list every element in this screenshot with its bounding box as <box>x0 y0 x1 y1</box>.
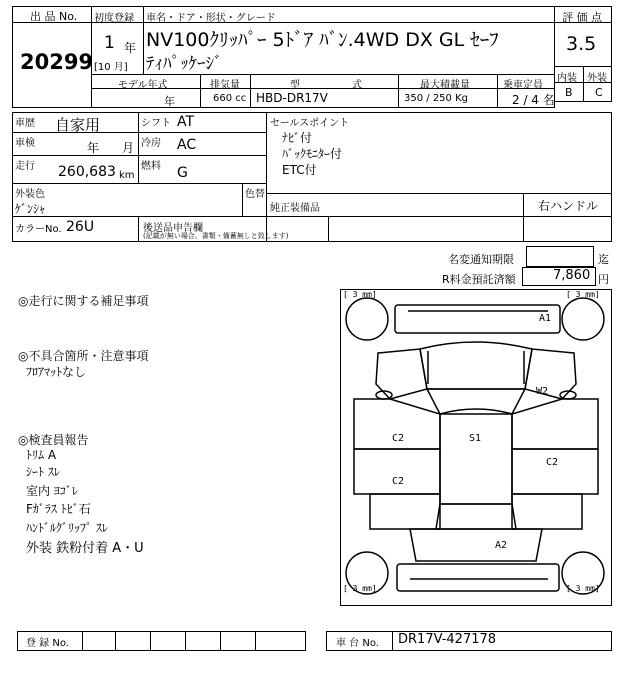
fuel-value: G <box>177 165 188 181</box>
inspector-item: Fｶﾞﾗｽ ﾄﾋﾞ石 <box>26 502 91 516</box>
handle-value: 右ハンドル <box>538 199 599 213</box>
ac-label: 冷房 <box>141 138 161 149</box>
car-name-label: 車名・ドア・形状・グレード <box>146 13 276 24</box>
damage-code-left-rear-door: C2 <box>392 476 405 487</box>
title-change-label: 名変通知期限 <box>448 253 514 266</box>
title-change-unit: 迄 <box>598 253 609 266</box>
defects-title: ◎不具合箇所・注意事項 <box>18 349 149 363</box>
fuel-label: 燃料 <box>141 161 161 172</box>
aftermarket-label: 後送品申告欄 <box>143 223 203 234</box>
model-year-label: モデル年式 <box>118 80 168 91</box>
displacement-label: 排気量 <box>210 80 240 91</box>
model-year-unit: 年 <box>164 95 175 108</box>
mileage-value: 260,683 <box>58 164 116 180</box>
aftermarket-note: (記載が無い場合、書類・備蓄無しと致します) <box>143 232 289 240</box>
damage-code-left-front-door: C2 <box>392 433 405 444</box>
grade-label: 評 価 点 <box>562 11 602 24</box>
shift-label: シフト <box>141 118 171 129</box>
color-value: ｹﾞﾝｼｬ <box>15 202 46 216</box>
color-change-label: 色替 <box>245 189 265 200</box>
first-reg-month: [10 月] <box>94 62 128 73</box>
tire-label-rl: [ 3 mm] <box>343 584 377 593</box>
inspector-item: ﾊﾝﾄﾞﾙｸﾞﾘｯﾌﾟ ｽﾚ <box>26 521 108 535</box>
displacement-value: 660 cc <box>213 93 247 104</box>
recycle-value: 7,860 <box>553 268 591 283</box>
shift-value: AT <box>177 114 195 130</box>
tire-label-fr: [ 3 mm] <box>566 290 600 299</box>
car-diagram <box>340 289 612 606</box>
lot-label: 出 品 No. <box>30 10 78 23</box>
inspector-item: ﾄﾘﾑ A <box>26 448 57 462</box>
driving-notes-title: ◎走行に関する補足事項 <box>18 294 149 308</box>
damage-code-right-front-fender: W2 <box>536 386 549 397</box>
inspector-item: 室内 ﾖｺﾞﾚ <box>26 484 78 498</box>
history-label: 車歴 <box>15 118 35 129</box>
mileage-label: 走行 <box>15 161 35 172</box>
ac-value: AC <box>177 137 197 153</box>
capacity-value: 2 / 4 名 <box>512 93 555 107</box>
first-reg-label: 初度登録 <box>94 13 134 24</box>
max-load-label: 最大積載量 <box>420 80 470 91</box>
history-value: 自家用 <box>55 116 101 134</box>
sales-point-item: ﾊﾞｯｸﾓﾆﾀｰ付 <box>282 147 343 161</box>
max-load-value: 350 / 250 Kg <box>404 93 468 104</box>
interior-label: 内装 <box>557 73 577 84</box>
damage-code-roof: S1 <box>469 433 482 444</box>
tire-label-rr: [ 3 mm] <box>566 584 600 593</box>
first-reg-year: 1 <box>104 33 115 53</box>
sales-point-item: ETC付 <box>282 163 317 177</box>
type-label2: 式 <box>352 80 362 91</box>
tire-label-fl: [ 3 mm] <box>343 290 377 299</box>
damage-code-rear-bumper: A2 <box>495 540 508 551</box>
damage-code-right-rear-door: C2 <box>546 457 559 468</box>
car-name-line2: ﾃｨﾊﾟｯｹｰｼﾞ <box>146 54 223 74</box>
recycle-unit: 円 <box>598 273 609 286</box>
car-name-line1: NV100ｸﾘｯﾊﾟｰ 5ﾄﾞｱ ﾊﾞﾝ.4WD DX GL ｾｰﾌ <box>146 29 499 51</box>
mileage-unit: km <box>119 170 135 181</box>
type-value: HBD-DR17V <box>256 91 328 105</box>
defect-item: ﾌﾛｱﾏｯﾄなし <box>26 365 87 379</box>
sales-points-label: セールスポイント <box>270 118 350 129</box>
reg-no-label: 登 録 No. <box>26 638 69 649</box>
damage-code-front-bumper: A1 <box>539 313 552 324</box>
inspection-year: 年 <box>87 141 100 155</box>
exterior-value: C <box>595 86 603 99</box>
color-no-value: 26U <box>66 219 95 235</box>
exterior-label: 外装 <box>587 73 607 84</box>
sales-point-item: ﾅﾋﾞ付 <box>282 131 313 145</box>
inspection-month: 月 <box>122 141 135 155</box>
year-unit: 年 <box>124 41 137 55</box>
lot-number: 20299 <box>20 50 94 74</box>
chassis-value: DR17V-427178 <box>398 632 497 647</box>
inspector-title: ◎検査員報告 <box>18 433 89 447</box>
interior-value: B <box>565 86 573 99</box>
inspector-item: 外装 鉄粉付着 A・U <box>26 541 144 556</box>
capacity-label: 乗車定員 <box>503 80 543 91</box>
type-label: 型 <box>290 80 300 91</box>
color-label: 外装色 <box>15 189 45 200</box>
title-change-box <box>526 246 594 267</box>
inspection-label: 車検 <box>15 138 35 149</box>
recycle-label: R料金預託済額 <box>442 273 516 286</box>
color-no-label: カラーNo. <box>15 224 62 235</box>
chassis-label: 車 台 No. <box>336 638 379 649</box>
inspector-item: ｼｰﾄ ｽﾚ <box>26 465 60 479</box>
grade-value: 3.5 <box>566 33 597 55</box>
genuine-label: 純正装備品 <box>270 203 320 214</box>
